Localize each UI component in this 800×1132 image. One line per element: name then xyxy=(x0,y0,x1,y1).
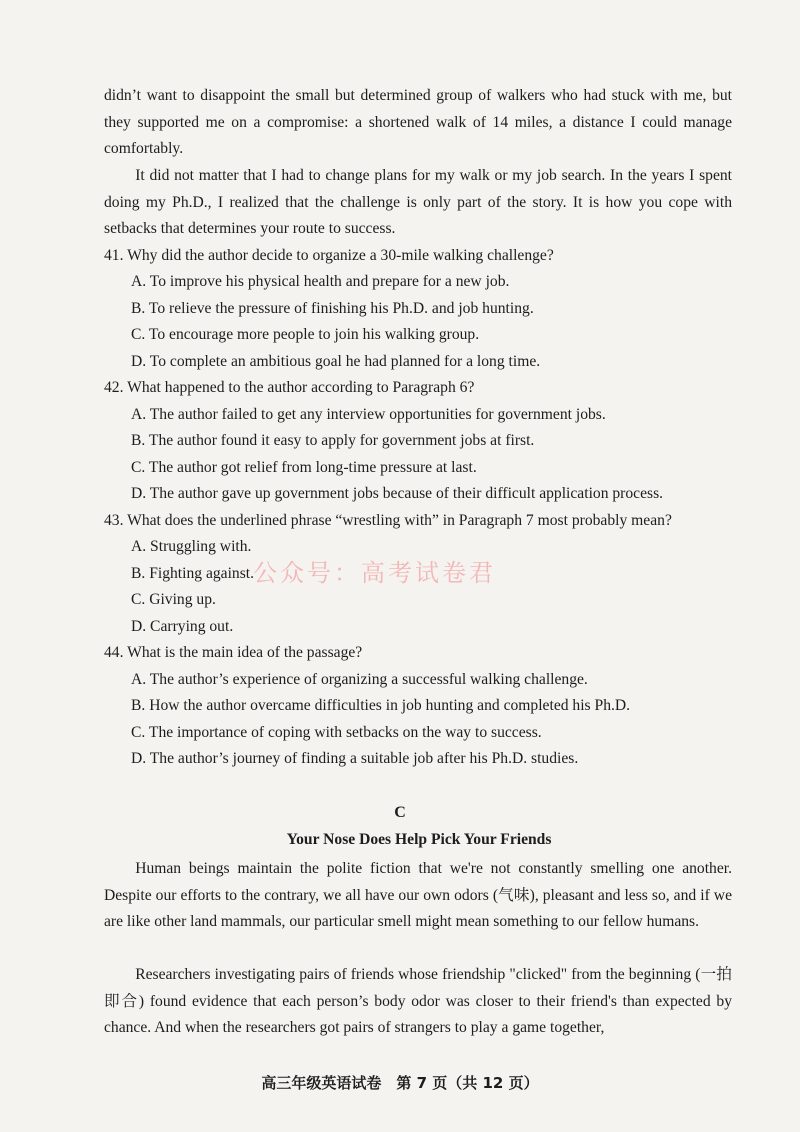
question-42-option-d: D. The author gave up government jobs because of their difficult application process. xyxy=(131,485,664,502)
passage-title: Your Nose Does Help Pick Your Friends xyxy=(286,831,552,848)
question-42-stem: 42. What happened to the author according to Paragraph 6? xyxy=(104,379,475,396)
question-42-option-a: A. The author failed to get any interview opportunities for government jobs. xyxy=(131,406,606,423)
question-43-option-d: D. Carrying out. xyxy=(131,618,234,635)
question-44-option-a: A. The author’s experience of organizing a successful walking challenge. xyxy=(131,671,588,688)
question-41-option-d: D. To complete an ambitious goal he had planned for a long time. xyxy=(131,353,541,370)
intro-paragraph-1: didn’t want to disappoint the small but determined group of walkers who had stuck with me, but they supported me on a compromise: a shortened walk of 14 miles, a distance I could manage comfortably. xyxy=(104,87,732,158)
watermark-text: 公众号：高考试卷君 xyxy=(253,559,496,587)
question-43-option-b: B. Fighting against. xyxy=(131,565,255,582)
question-43-stem: 43. What does the underlined phrase “wrestling with” in Paragraph 7 most probably mean? xyxy=(104,512,672,529)
page-footer: 高三年级英语试卷 第 7 页（共 12 页） xyxy=(261,1074,539,1092)
question-41-stem: 41. Why did the author decide to organize a 30-mile walking challenge? xyxy=(104,247,554,264)
question-43-option-c: C. Giving up. xyxy=(131,591,216,608)
question-41-option-a: A. To improve his physical health and prepare for a new job. xyxy=(131,273,510,290)
question-44-option-d: D. The author’s journey of finding a suitable job after his Ph.D. studies. xyxy=(131,750,579,767)
intro-paragraph-2: It did not matter that I had to change plans for my walk or my job search. In the years I spent doing my Ph.D., I realized that the challenge is only part of the story. It is how you cope with setbacks that determines your route to success. xyxy=(104,167,732,238)
section-letter: C xyxy=(394,804,406,821)
question-44-option-b: B. How the author overcame difficulties in job hunting and completed his Ph.D. xyxy=(131,697,631,714)
passage-paragraph-1: Human beings maintain the polite fiction that we're not constantly smelling one another. Despite our efforts to the contrary, we all have our own odors (气味), pleasant and less so, and if we are like other land mammals, our particular smell might mean something to our fellow humans. xyxy=(104,860,732,931)
question-44-stem: 44. What is the main idea of the passage? xyxy=(104,644,363,661)
question-42-option-b: B. The author found it easy to apply for government jobs at first. xyxy=(131,432,535,449)
question-41-option-b: B. To relieve the pressure of finishing his Ph.D. and job hunting. xyxy=(131,300,534,317)
question-43-option-a: A. Struggling with. xyxy=(131,538,252,555)
passage-paragraph-2: Researchers investigating pairs of friends whose friendship "clicked" from the beginning (一拍即合) found evidence that each person’s body odor was closer to their friend's than expected by chance. And when the researchers got pairs of strangers to play a game together, xyxy=(104,966,732,1037)
question-44-option-c: C. The importance of coping with setbacks on the way to success. xyxy=(131,724,542,741)
question-42-option-c: C. The author got relief from long-time pressure at last. xyxy=(131,459,477,476)
question-41-option-c: C. To encourage more people to join his walking group. xyxy=(131,326,480,343)
